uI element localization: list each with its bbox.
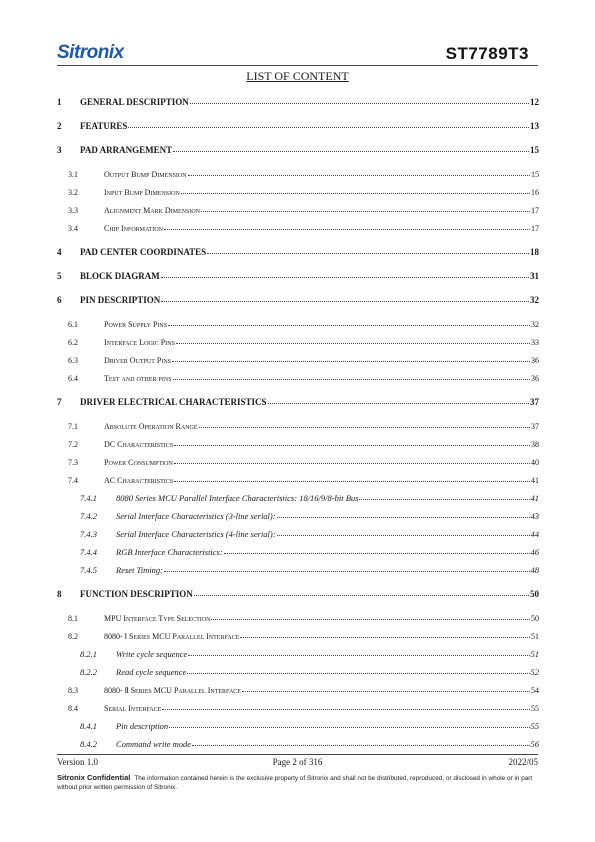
toc-entry-title: Output Bump Dimension xyxy=(104,170,187,179)
toc-entry-number: 3 xyxy=(57,145,62,155)
toc-leader-dots xyxy=(174,436,530,446)
toc-entry-page: 33 xyxy=(531,338,539,347)
toc-entry-number: 8.2.2 xyxy=(80,667,97,677)
confidential-text: The information contained herein is the exclusive property of Sitronix and shall not be distributed, reproduced, or disclosed in whole or in part without prior written permission of Sitronix. xyxy=(57,775,533,791)
toc-leader-dots xyxy=(224,544,530,554)
toc-leader-dots xyxy=(174,454,530,464)
toc-entry[interactable] xyxy=(68,335,539,348)
toc-entry-page: 51 xyxy=(531,632,539,641)
toc-leader-dots xyxy=(164,562,530,572)
toc-leader-dots xyxy=(176,334,530,344)
toc-entry-title: Serial Interface Characteristics (3-line serial): xyxy=(116,511,276,521)
toc-entry[interactable] xyxy=(68,221,539,234)
toc-entry-page: 32 xyxy=(531,320,539,329)
toc-leader-dots xyxy=(190,94,529,104)
footer-version: Version 1.0 xyxy=(57,757,98,767)
toc-leader-dots xyxy=(201,202,530,212)
toc-entry-title: Chip Information xyxy=(104,224,164,233)
toc-entry[interactable] xyxy=(57,587,539,600)
toc-entry-number: 3.1 xyxy=(68,170,78,179)
toc-entry-page: 56 xyxy=(530,739,539,749)
toc-entry[interactable] xyxy=(68,701,539,714)
toc-entry-number: 7.2 xyxy=(68,440,78,449)
toc-entry[interactable] xyxy=(80,563,539,576)
toc-entry-number: 8.4.1 xyxy=(80,721,97,731)
toc-entry-title: MPU Interface Type Selection xyxy=(104,614,211,623)
toc-entry-title: Pin description xyxy=(116,721,169,731)
toc-entry-title: Absolute Operation Range xyxy=(104,422,198,431)
footer-divider xyxy=(57,754,538,755)
toc-entry[interactable] xyxy=(68,437,539,450)
toc-entry[interactable] xyxy=(68,353,539,366)
toc-entry[interactable] xyxy=(57,95,539,108)
toc-entry-page: 16 xyxy=(531,188,539,197)
toc-entry-page: 18 xyxy=(530,247,539,257)
toc-entry-title: PIN DESCRIPTION xyxy=(80,295,161,305)
toc-leader-dots xyxy=(211,610,530,620)
toc-entry-page: 54 xyxy=(531,686,539,695)
toc-entry-title: PAD CENTER COORDINATES xyxy=(80,247,207,257)
toc-entry-number: 8 xyxy=(57,589,62,599)
toc-leader-dots xyxy=(181,184,530,194)
toc-entry-number: 7.4 xyxy=(68,476,78,485)
toc-leader-dots xyxy=(359,490,529,500)
toc-entry-page: 13 xyxy=(530,121,539,131)
toc-entry-title: 8080 Series MCU Parallel Interface Characteristics: 18/16/9/8-bit Bus xyxy=(116,493,359,503)
toc-leader-dots xyxy=(164,220,530,230)
toc-entry-number: 7.4.1 xyxy=(80,493,97,503)
toc-entry-title: RGB Interface Characteristics: xyxy=(116,547,223,557)
toc-entry[interactable] xyxy=(57,143,539,156)
toc-entry-number: 4 xyxy=(57,247,62,257)
toc-entry-number: 1 xyxy=(57,97,62,107)
toc-entry-number: 7.4.4 xyxy=(80,547,97,557)
toc-entry-number: 7 xyxy=(57,397,62,407)
toc-entry-page: 50 xyxy=(531,614,539,623)
toc-entry[interactable] xyxy=(68,167,539,180)
toc-entry-number: 3.4 xyxy=(68,224,78,233)
toc-leader-dots xyxy=(199,418,530,428)
toc-leader-dots xyxy=(172,352,530,362)
toc-entry-number: 8.4.2 xyxy=(80,739,97,749)
toc-entry-page: 36 xyxy=(531,374,539,383)
toc-entry-number: 8.3 xyxy=(68,686,78,695)
toc-entry[interactable] xyxy=(68,317,539,330)
toc-entry-page: 40 xyxy=(531,458,539,467)
toc-leader-dots xyxy=(161,292,529,302)
toc-entry-title: GENERAL DESCRIPTION xyxy=(80,97,189,107)
toc-entry-number: 8.1 xyxy=(68,614,78,623)
toc-leader-dots xyxy=(268,394,529,404)
toc-entry-title: BLOCK DIAGRAM xyxy=(80,271,160,281)
toc-entry-number: 8.4 xyxy=(68,704,78,713)
toc-entry-title: Driver Output Pins xyxy=(104,356,172,365)
toc-entry-page: 38 xyxy=(531,440,539,449)
confidential-notice xyxy=(57,773,539,792)
toc-entry-page: 12 xyxy=(530,97,539,107)
toc-entry[interactable] xyxy=(80,509,539,522)
toc-entry-page: 43 xyxy=(530,511,539,521)
toc-entry[interactable] xyxy=(57,119,539,132)
toc-leader-dots xyxy=(168,316,530,326)
toc-entry-page: 15 xyxy=(530,145,539,155)
toc-leader-dots xyxy=(174,472,530,482)
toc-entry-page: 52 xyxy=(530,667,539,677)
toc-entry[interactable] xyxy=(80,491,539,504)
toc-entry[interactable] xyxy=(80,527,539,540)
toc-entry-number: 6.2 xyxy=(68,338,78,347)
toc-entry-number: 7.3 xyxy=(68,458,78,467)
toc-entry[interactable] xyxy=(68,185,539,198)
toc-leader-dots xyxy=(242,682,530,692)
toc-leader-dots xyxy=(162,700,530,710)
toc-entry-page: 32 xyxy=(530,295,539,305)
toc-entry[interactable] xyxy=(57,269,539,282)
toc-entry-page: 41 xyxy=(531,476,539,485)
toc-entry-title: Serial Interface xyxy=(104,704,162,713)
toc-entry-page: 48 xyxy=(530,565,539,575)
toc-entry[interactable] xyxy=(80,665,539,678)
toc-entry-title: DC Characteristics xyxy=(104,440,174,449)
toc-entry[interactable] xyxy=(80,545,539,558)
document-code: ST7789T3 xyxy=(445,44,529,63)
toc-entry-page: 46 xyxy=(530,547,539,557)
toc-leader-dots xyxy=(192,736,529,746)
toc-entry-page: 41 xyxy=(530,493,539,503)
toc-entry[interactable] xyxy=(57,293,539,306)
toc-entry-page: 17 xyxy=(531,224,539,233)
toc-entry-number: 2 xyxy=(57,121,62,131)
toc-entry-title: FUNCTION DESCRIPTION xyxy=(80,589,193,599)
toc-entry-page: 31 xyxy=(530,271,539,281)
toc-entry-title: 8080- Ⅱ Series MCU Parallel Interface xyxy=(104,686,241,695)
toc-entry[interactable] xyxy=(68,683,539,696)
toc-entry-page: 15 xyxy=(531,170,539,179)
toc-leader-dots xyxy=(128,118,529,128)
toc-entry-number: 7.4.5 xyxy=(80,565,97,575)
toc-entry[interactable] xyxy=(68,611,539,624)
toc-entry-page: 37 xyxy=(530,397,539,407)
toc-entry[interactable] xyxy=(68,455,539,468)
toc-entry-title: Power Consumption xyxy=(104,458,173,467)
toc-entry-title: Serial Interface Characteristics (4-line serial): xyxy=(116,529,276,539)
toc-entry-number: 6 xyxy=(57,295,62,305)
toc-leader-dots xyxy=(173,142,529,152)
sitronix-logo: Sitronix xyxy=(57,42,124,63)
toc-entry[interactable] xyxy=(80,647,539,660)
toc-leader-dots xyxy=(188,166,530,176)
toc-entry-title: PAD ARRANGEMENT xyxy=(80,145,173,155)
toc-entry-number: 5 xyxy=(57,271,62,281)
toc-entry-page: 36 xyxy=(531,356,539,365)
toc-entry[interactable] xyxy=(68,371,539,384)
toc-entry[interactable] xyxy=(68,419,539,432)
toc-entry-title: Interface Logic Pins xyxy=(104,338,175,347)
footer-date: 2022/05 xyxy=(508,757,538,767)
toc-entry-title: FEATURES xyxy=(80,121,128,131)
toc-entry-page: 50 xyxy=(530,589,539,599)
toc-leader-dots xyxy=(194,586,529,596)
toc-entry-page: 44 xyxy=(530,529,539,539)
toc-leader-dots xyxy=(277,526,530,536)
toc-entry-title: Alignment Mark Dimension xyxy=(104,206,200,215)
toc-entry-title: DRIVER ELECTRICAL CHARACTERISTICS xyxy=(80,397,267,407)
toc-leader-dots xyxy=(161,268,529,278)
toc-entry-title: Power Supply Pins xyxy=(104,320,168,329)
toc-entry[interactable] xyxy=(68,629,539,642)
toc-entry[interactable] xyxy=(80,737,539,750)
toc-entry-page: 17 xyxy=(531,206,539,215)
toc-entry-number: 6.3 xyxy=(68,356,78,365)
toc-entry-number: 3.2 xyxy=(68,188,78,197)
footer-page-number: Page 2 of 316 xyxy=(272,757,323,767)
toc-entry-page: 55 xyxy=(530,721,539,731)
toc-entry-number: 8.2 xyxy=(68,632,78,641)
toc-entry-title: Write cycle sequence xyxy=(116,649,188,659)
toc-entry-number: 8.2.1 xyxy=(80,649,97,659)
toc-entry-number: 7.1 xyxy=(68,422,78,431)
toc-entry[interactable] xyxy=(57,395,539,408)
toc-leader-dots xyxy=(188,646,529,656)
toc-entry-title: Test and other pins xyxy=(104,374,172,383)
toc-entry-page: 51 xyxy=(530,649,539,659)
toc-entry-number: 7.4.2 xyxy=(80,511,97,521)
toc-title: LIST OF CONTENT xyxy=(246,69,349,83)
toc-leader-dots xyxy=(277,508,530,518)
toc-entry-number: 6.4 xyxy=(68,374,78,383)
toc-leader-dots xyxy=(207,244,529,254)
toc-entry-number: 6.1 xyxy=(68,320,78,329)
toc-entry-title: 8080- Ⅰ Series MCU Parallel Interface xyxy=(104,632,240,641)
toc-entry-page: 37 xyxy=(531,422,539,431)
toc-entry-title: Command write mode xyxy=(116,739,192,749)
toc-entry[interactable] xyxy=(68,473,539,486)
toc-leader-dots xyxy=(169,718,529,728)
toc-leader-dots xyxy=(187,664,529,674)
confidential-label: Sitronix Confidential xyxy=(57,773,131,782)
toc-entry-title: Reset Timing: xyxy=(116,565,163,575)
toc-entry-number: 3.3 xyxy=(68,206,78,215)
toc-entry-title: Input Bump Dimension xyxy=(104,188,180,197)
toc-entry-title: Read cycle sequence xyxy=(116,667,187,677)
toc-entry-number: 7.4.3 xyxy=(80,529,97,539)
toc-entry[interactable] xyxy=(68,203,539,216)
toc-leader-dots xyxy=(173,370,530,380)
toc-entry-page: 55 xyxy=(531,704,539,713)
toc-entry-title: AC Characteristics xyxy=(104,476,174,485)
toc-entry[interactable] xyxy=(80,719,539,732)
toc-entry[interactable] xyxy=(57,245,539,258)
toc-leader-dots xyxy=(240,628,530,638)
